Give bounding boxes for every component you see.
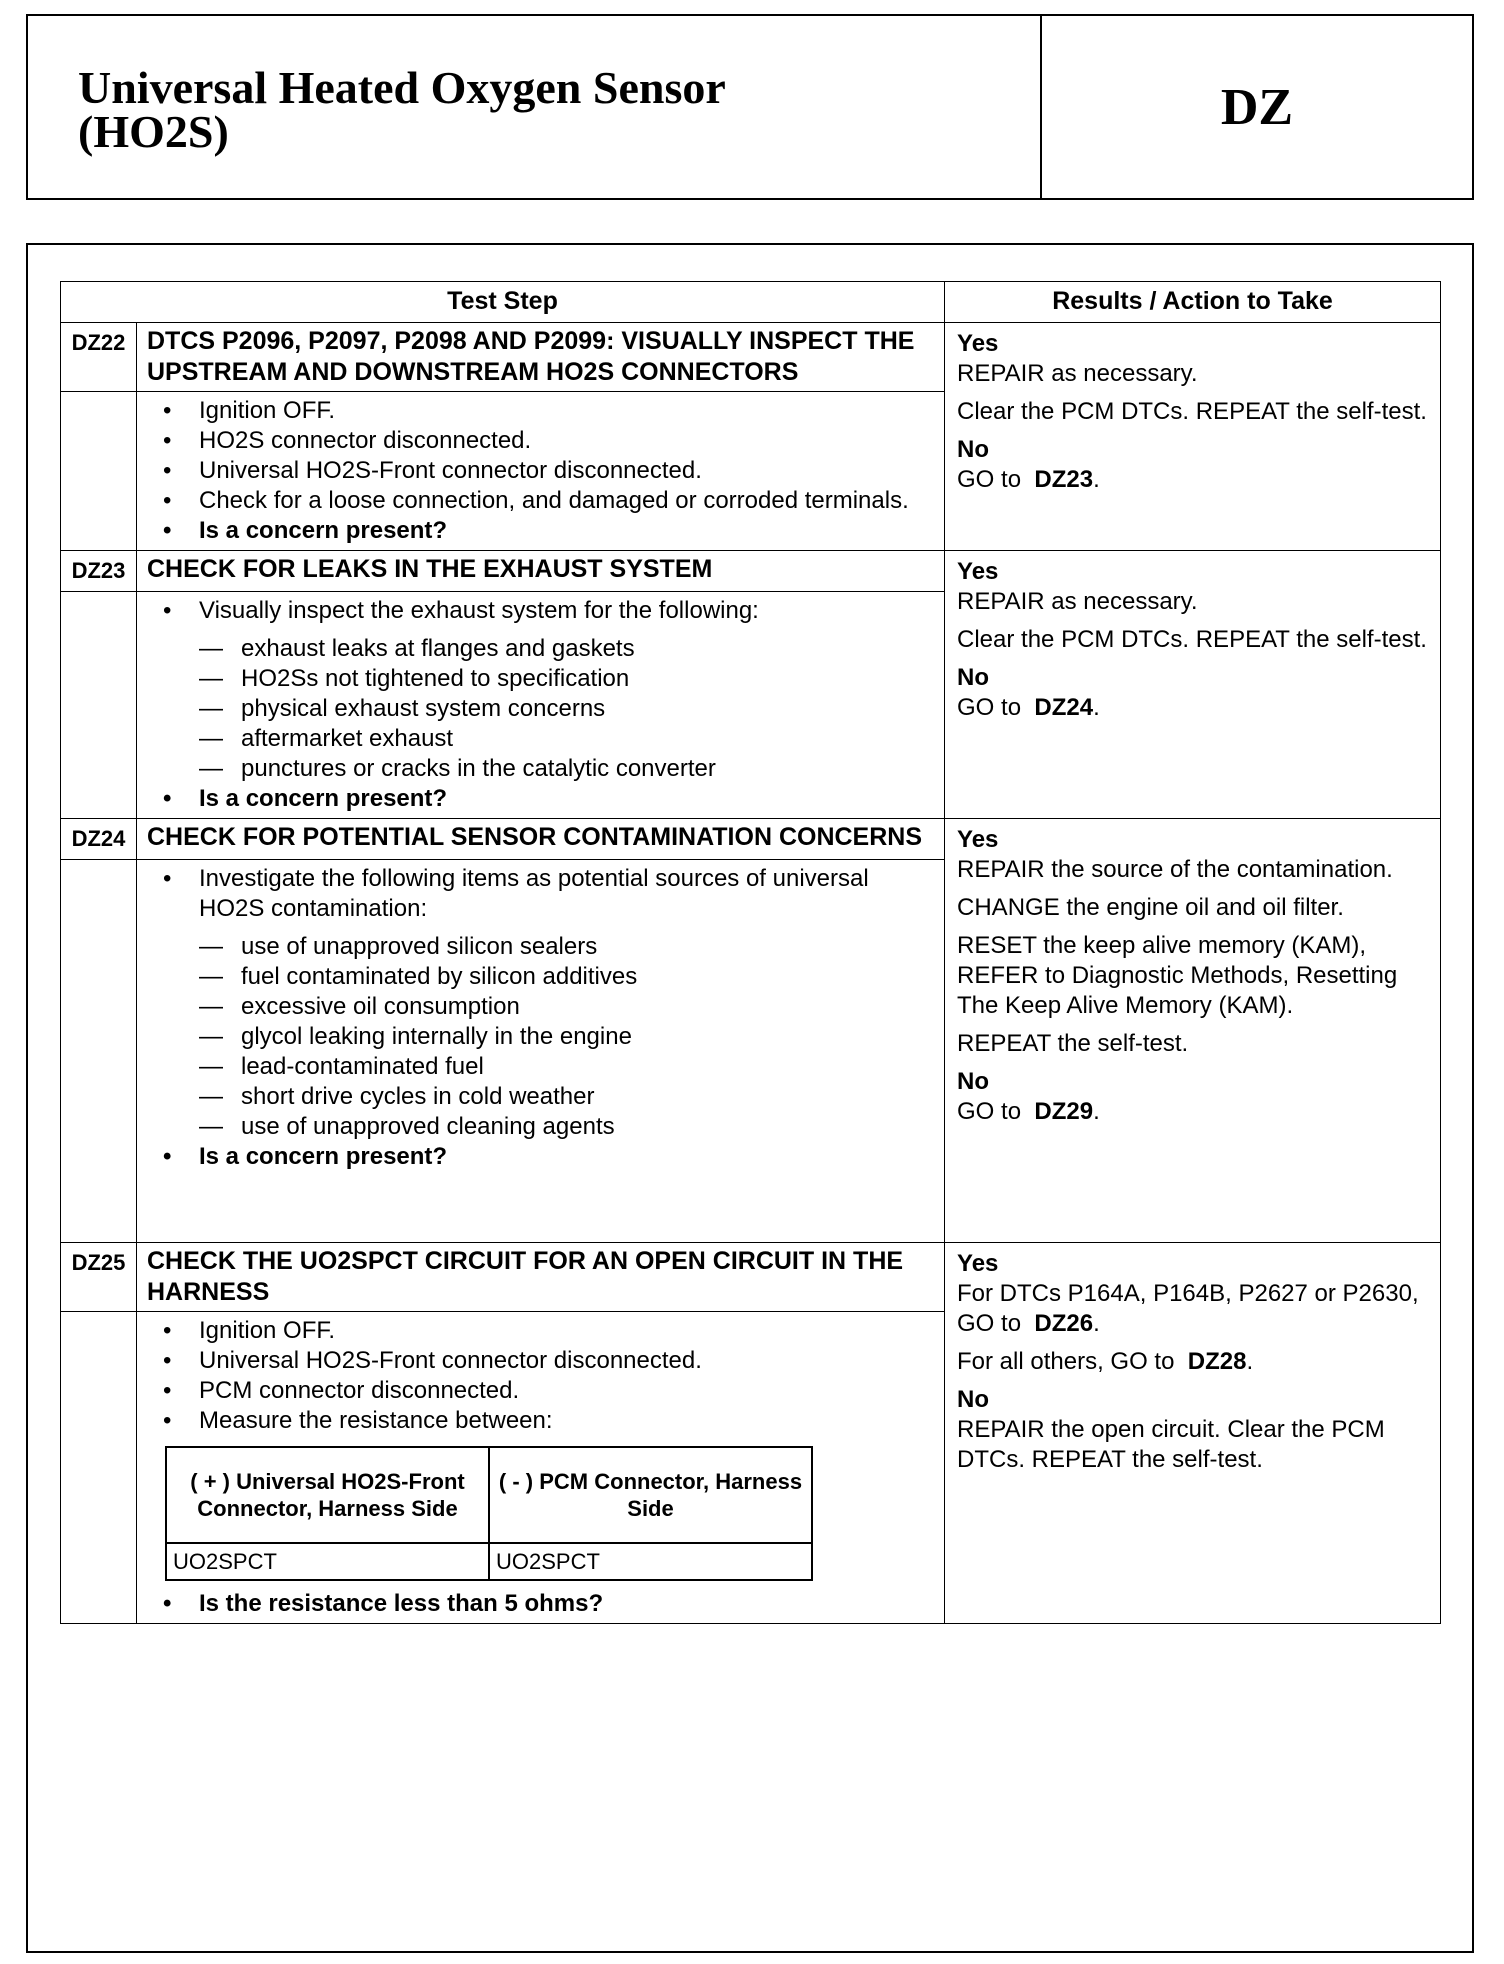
step-question: • Is a concern present? (147, 784, 934, 814)
step-reference-link[interactable]: DZ23 (1034, 466, 1094, 493)
step-id-spacer (61, 1312, 137, 1624)
dash-item: — excessive oil consumption (199, 992, 934, 1022)
step-id-spacer (61, 860, 137, 1243)
result-yes-text: For DTCs P164A, P164B, P2627 or P2630, GO to (957, 1280, 1419, 1337)
measurement-header-row (166, 1447, 812, 1543)
result-yes-text: REPAIR the source of the contamination. (957, 856, 1393, 883)
result-no-text: GO to (957, 466, 1022, 493)
measurement-header-negative: ( - ) PCM Connector, Harness Side (489, 1447, 812, 1543)
step-reference-link[interactable]: DZ24 (1034, 694, 1094, 721)
step-dz23-title-row (61, 551, 1441, 592)
body-box (26, 243, 1474, 1953)
result-yes-text: REPAIR as necessary. (957, 588, 1198, 615)
step-id: DZ23 (61, 551, 137, 592)
step-dz24-result (945, 819, 1441, 1243)
table-header-row (61, 282, 1441, 323)
dash-item: — physical exhaust system concerns (199, 694, 934, 724)
result-no-label: No (957, 1068, 990, 1095)
step-bullet-list (147, 1316, 934, 1436)
page-title-line2: (HO2S) (78, 106, 229, 157)
step-question: • Is the resistance less than 5 ohms? (147, 1589, 934, 1619)
list-item: • Check for a loose connection, and damaged or corroded terminals. (147, 486, 934, 516)
dash-item: — use of unapproved silicon sealers (199, 932, 934, 962)
header-title-cell (28, 16, 1042, 198)
result-yes-text: Clear the PCM DTCs. REPEAT the self-test. (957, 398, 1427, 425)
result-yes-text: CHANGE the engine oil and oil filter. (957, 894, 1344, 921)
step-id-spacer (61, 592, 137, 819)
dash-item: — fuel contaminated by silicon additives (199, 962, 934, 992)
step-dz22-title-row (61, 323, 1441, 392)
step-dz25-title-row (61, 1243, 1441, 1312)
diagnostic-table (60, 281, 1441, 1624)
measurement-header-positive: ( + ) Universal HO2S-Front Connector, Harness Side (166, 1447, 489, 1543)
step-reference-link[interactable]: DZ26 (1034, 1310, 1094, 1337)
result-yes-label: Yes (957, 330, 999, 357)
step-body (137, 860, 945, 1243)
step-body (137, 592, 945, 819)
result-yes-text: RESET the keep alive memory (KAM), REFER to Diagnostic Methods, Resetting The Keep Alive Memory (KAM). (957, 932, 1398, 1019)
dash-list (199, 634, 934, 784)
result-no-text: GO to (957, 1098, 1022, 1125)
step-title: CHECK FOR POTENTIAL SENSOR CONTAMINATION CONCERNS (137, 819, 945, 860)
dash-item: — use of unapproved cleaning agents (199, 1112, 934, 1142)
step-id: DZ24 (61, 819, 137, 860)
result-yes-line: For all others, GO to DZ28. (957, 1348, 1254, 1375)
step-reference-link[interactable]: DZ29 (1034, 1098, 1094, 1125)
result-no-label: No (957, 664, 990, 691)
step-dz22-result (945, 323, 1441, 551)
result-yes-text: REPAIR as necessary. (957, 360, 1198, 387)
list-item (147, 864, 934, 1142)
list-item: • Ignition OFF. (147, 1316, 934, 1346)
step-bullet-list (147, 596, 934, 814)
page-title-line1: Universal Heated Oxygen Sensor (78, 62, 726, 113)
result-yes-line: For DTCs P164A, P164B, P2627 or P2630, GO to DZ26. (957, 1280, 1419, 1337)
test-step-header: Test Step (61, 282, 945, 323)
section-code: DZ (1220, 78, 1294, 136)
header-code-cell (1042, 16, 1472, 198)
list-item: • HO2S connector disconnected. (147, 426, 934, 456)
result-no-line: GO to DZ24. (957, 694, 1100, 721)
result-yes-label: Yes (957, 558, 999, 585)
dash-item: — HO2Ss not tightened to specification (199, 664, 934, 694)
list-item: • Universal HO2S-Front connector disconnected. (147, 456, 934, 486)
list-item: • PCM connector disconnected. (147, 1376, 934, 1406)
step-question-list (147, 1589, 934, 1619)
measurement-negative-pin: UO2SPCT (489, 1543, 812, 1580)
list-item: • Measure the resistance between: (147, 1406, 934, 1436)
result-yes-text: For all others, GO to (957, 1348, 1175, 1375)
step-question: • Is a concern present? (147, 516, 934, 546)
step-dz25-result (945, 1243, 1441, 1624)
list-item-text: Visually inspect the exhaust system for the following: (199, 597, 759, 624)
list-item-text: Investigate the following items as potential sources of universal HO2S contamination: (199, 865, 869, 922)
result-no-text: GO to (957, 694, 1022, 721)
result-no-line: GO to DZ23. (957, 466, 1100, 493)
step-question: • Is a concern present? (147, 1142, 934, 1172)
step-bullet-list (147, 864, 934, 1172)
step-reference-link[interactable]: DZ28 (1187, 1348, 1247, 1375)
step-body (137, 392, 945, 551)
list-item: • Ignition OFF. (147, 396, 934, 426)
step-title: DTCS P2096, P2097, P2098 AND P2099: VISUALLY INSPECT THE UPSTREAM AND DOWNSTREAM HO2S CONNECTORS (137, 323, 945, 392)
measurement-row (166, 1543, 812, 1580)
result-yes-label: Yes (957, 1250, 999, 1277)
result-no-label: No (957, 436, 990, 463)
dash-item: — short drive cycles in cold weather (199, 1082, 934, 1112)
dash-item: — punctures or cracks in the catalytic converter (199, 754, 934, 784)
step-title: CHECK THE UO2SPCT CIRCUIT FOR AN OPEN CIRCUIT IN THE HARNESS (137, 1243, 945, 1312)
measurement-table (165, 1446, 813, 1581)
result-no-text: REPAIR the open circuit. Clear the PCM DTCs. REPEAT the self-test. (957, 1416, 1385, 1473)
step-dz23-result (945, 551, 1441, 819)
header-box (26, 14, 1474, 200)
dash-item: — exhaust leaks at flanges and gaskets (199, 634, 934, 664)
results-header: Results / Action to Take (945, 282, 1441, 323)
list-item: • Universal HO2S-Front connector disconnected. (147, 1346, 934, 1376)
result-yes-text: REPEAT the self-test. (957, 1030, 1189, 1057)
dash-list (199, 932, 934, 1142)
page-title (78, 62, 1040, 157)
result-yes-label: Yes (957, 826, 999, 853)
list-item (147, 596, 934, 784)
result-no-line: GO to DZ29. (957, 1098, 1100, 1125)
step-body (137, 1312, 945, 1624)
step-bullet-list (147, 396, 934, 546)
step-id: DZ22 (61, 323, 137, 392)
step-title: CHECK FOR LEAKS IN THE EXHAUST SYSTEM (137, 551, 945, 592)
dash-item: — glycol leaking internally in the engine (199, 1022, 934, 1052)
result-yes-text: Clear the PCM DTCs. REPEAT the self-test. (957, 626, 1427, 653)
result-no-label: No (957, 1386, 990, 1413)
step-id: DZ25 (61, 1243, 137, 1312)
step-dz24-title-row (61, 819, 1441, 860)
step-id-spacer (61, 392, 137, 551)
dash-item: — aftermarket exhaust (199, 724, 934, 754)
measurement-positive-pin: UO2SPCT (166, 1543, 489, 1580)
dash-item: — lead-contaminated fuel (199, 1052, 934, 1082)
